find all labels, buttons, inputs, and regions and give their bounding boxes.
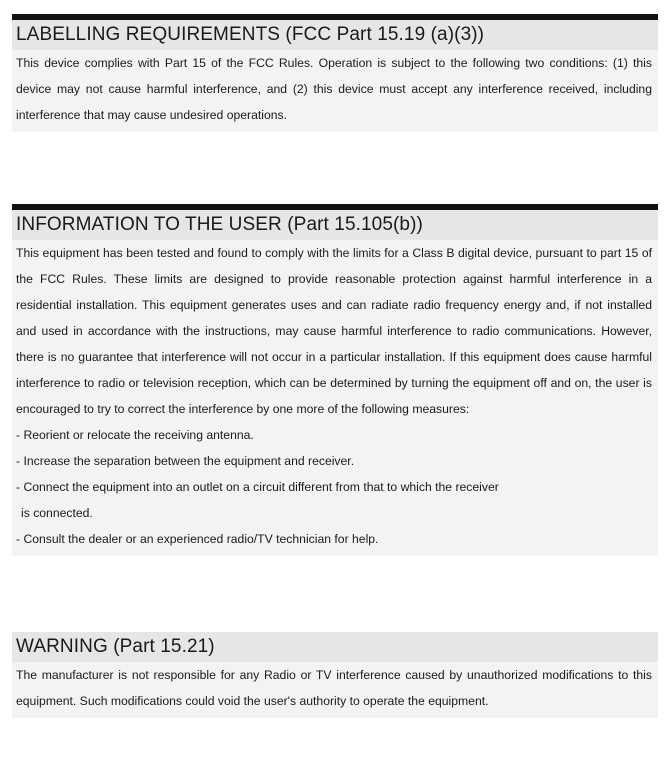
information-heading: INFORMATION TO THE USER (Part 15.105(b)) bbox=[12, 210, 658, 240]
labelling-body bbox=[12, 50, 658, 132]
measure-item: - Connect the equipment into an outlet on a circuit different from that to which the receiver bbox=[16, 480, 499, 494]
information-section bbox=[12, 204, 658, 556]
warning-body bbox=[12, 662, 658, 718]
labelling-heading: LABELLING REQUIREMENTS (FCC Part 15.19 (a)(3)) bbox=[12, 20, 658, 50]
warning-heading: WARNING (Part 15.21) bbox=[12, 632, 658, 662]
measure-item-continuation: is connected. bbox=[21, 506, 93, 520]
labelling-text: This device complies with Part 15 of the FCC Rules. Operation is subject to the following two conditions: (1) this device may not cause harmful interference, and (2) this device must accept any interference received, including interference that may cause undesired operations. bbox=[16, 56, 652, 122]
measure-item: - Reorient or relocate the receiving antenna. bbox=[16, 428, 254, 442]
labelling-section bbox=[12, 14, 658, 132]
measure-item: - Increase the separation between the equipment and receiver. bbox=[16, 454, 355, 468]
warning-section bbox=[12, 632, 658, 718]
warning-text: The manufacturer is not responsible for any Radio or TV interference caused by unauthorized modifications to this equipment. Such modifications could void the user's authority to operate the equipment. bbox=[16, 668, 652, 708]
information-text: This equipment has been tested and found to comply with the limits for a Class B digital device, pursuant to part 15 of the FCC Rules. These limits are designed to provide reasonable protection against harmful interference in a residential installation. This equipment generates uses and can radiate radio frequency energy and, if not installed and used in accordance with the instructions, may cause harmful interference to radio communications. However, there is no guarantee that interference will not occur in a particular installation. If this equipment does cause harmful interference to radio or television reception, which can be determined by turning the equipment off and on, the user is encouraged to try to correct the interference by one more of the following measures: bbox=[16, 246, 652, 416]
measure-item: - Consult the dealer or an experienced radio/TV technician for help. bbox=[16, 532, 379, 546]
information-body bbox=[12, 240, 658, 556]
